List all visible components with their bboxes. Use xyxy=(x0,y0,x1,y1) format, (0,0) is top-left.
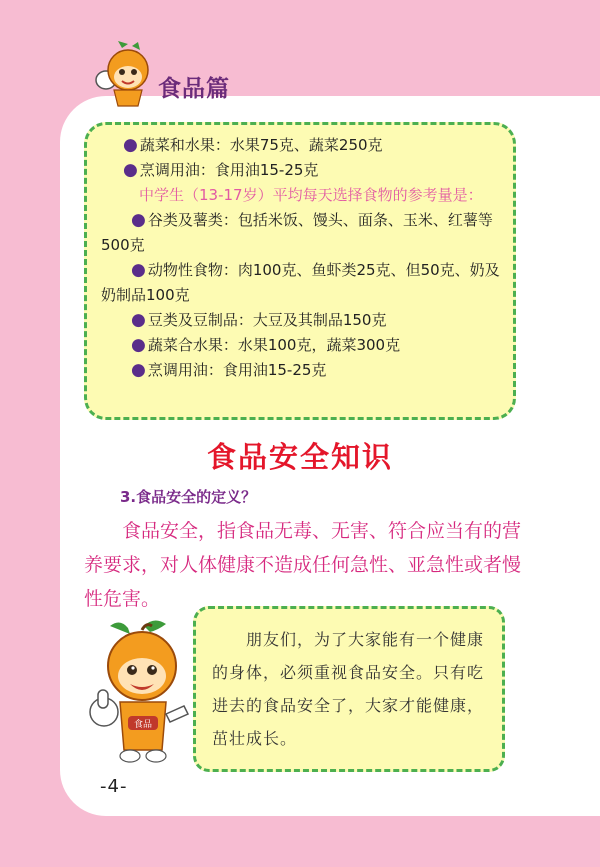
list-item xyxy=(101,208,501,258)
page-number: -4- xyxy=(100,776,128,797)
diet-reference-box xyxy=(84,122,516,420)
chapter-title: 食品篇 xyxy=(158,76,230,102)
mascot-badge-text: 食品 xyxy=(133,720,153,730)
bullet-icon: ● xyxy=(123,160,138,180)
bullet-icon: ● xyxy=(131,360,146,380)
bullet-icon: ● xyxy=(123,135,138,155)
mascot-head-icon xyxy=(92,40,156,108)
list-item-text: 烹调用油：食用油15-25克 xyxy=(139,161,319,179)
bullet-icon: ● xyxy=(131,310,146,330)
chapter-header xyxy=(92,40,312,112)
list-item-text: 动物性食物：肉100克、鱼虾类25克、但50克、奶及奶制品100克 xyxy=(101,261,500,304)
list-item xyxy=(101,158,501,183)
group-heading xyxy=(101,183,501,208)
tip-box xyxy=(193,606,505,772)
list-item xyxy=(101,358,501,383)
mascot-thumbs-up-icon xyxy=(84,616,194,766)
definition-paragraph: 食品安全，指食品无毒、无害、符合应当有的营养要求，对人体健康不造成任何急性、亚急性或者慢性危害。 xyxy=(84,520,522,610)
bullet-icon: ● xyxy=(131,260,146,280)
group-heading-text: 中学生（13-17岁）平均每天选择食物的参考量是： xyxy=(139,186,483,204)
list-item xyxy=(101,133,501,158)
list-item xyxy=(101,308,501,333)
list-item-text: 烹调用油：食用油15-25克 xyxy=(147,361,327,379)
list-item xyxy=(101,258,501,308)
bullet-icon: ● xyxy=(131,210,146,230)
list-item-text: 谷类及薯类：包括米饭、馒头、面条、玉米、红薯等500克 xyxy=(101,211,493,254)
list-item-text: 蔬菜合水果：水果100克，蔬菜300克 xyxy=(147,336,401,354)
tip-text: 朋友们，为了大家能有一个健康的身体，必须重视食品安全。只有吃进去的食品安全了，大家才能健康，茁壮成长。 xyxy=(212,630,485,748)
list-item xyxy=(101,333,501,358)
question-heading: 3.食品安全的定义？ xyxy=(120,488,257,506)
list-item-text: 蔬菜和水果：水果75克、蔬菜250克 xyxy=(139,136,383,154)
list-item-text: 豆类及豆制品：大豆及其制品150克 xyxy=(147,311,387,329)
bullet-icon: ● xyxy=(131,335,146,355)
section-title: 食品安全知识 xyxy=(206,440,393,474)
